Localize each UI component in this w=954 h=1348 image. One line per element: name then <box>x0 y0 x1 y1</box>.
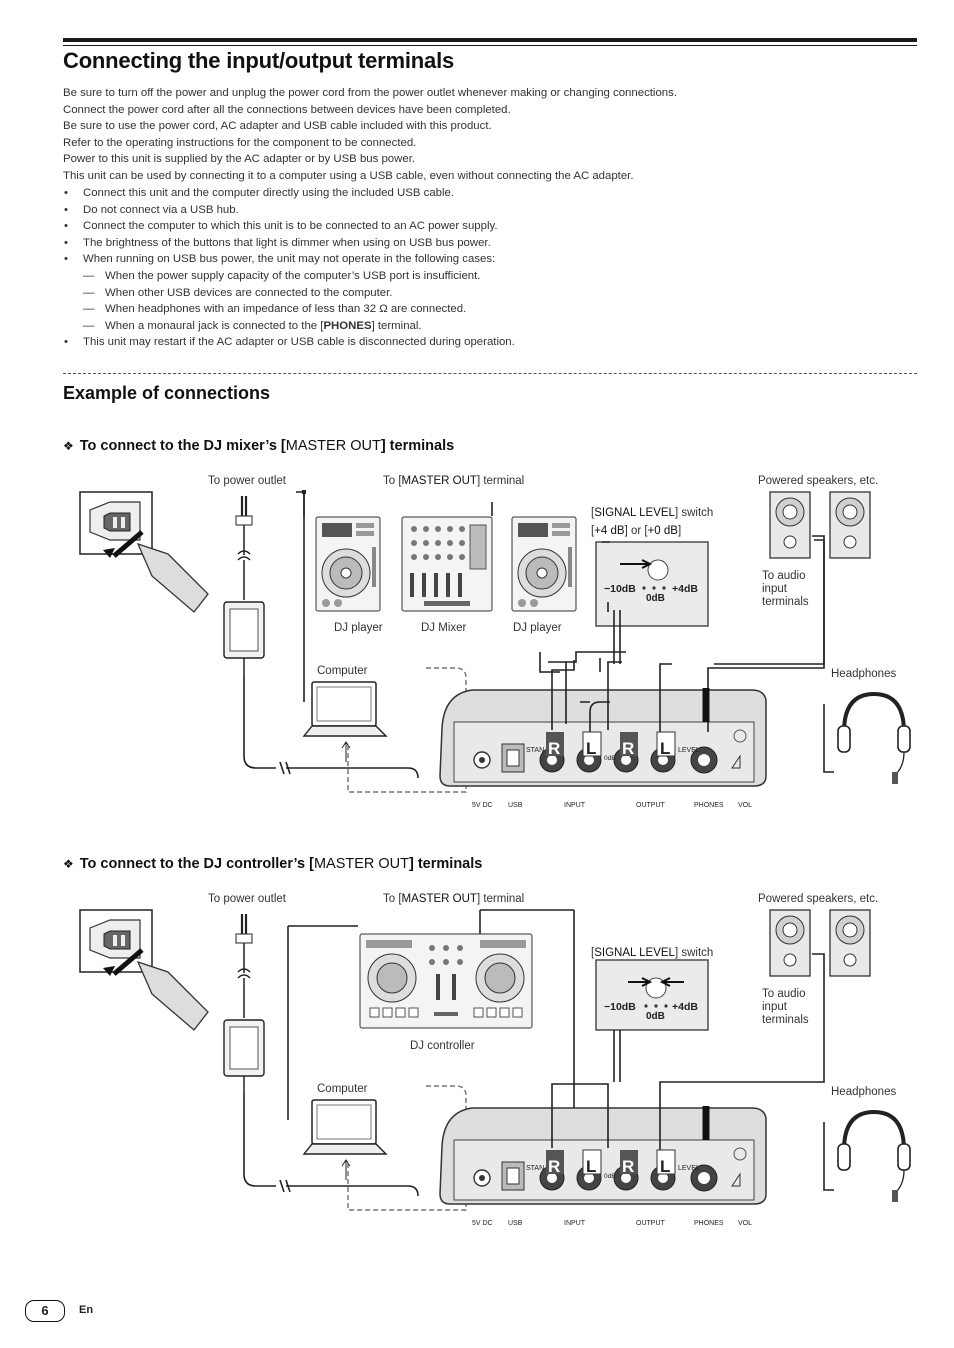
dj-player-left-illustration <box>316 517 380 611</box>
svg-text:L: L <box>586 1157 597 1176</box>
dj-player-right-illustration <box>512 517 576 611</box>
svg-text:0dB: 0dB <box>646 593 665 604</box>
svg-text:STAN: STAN <box>526 747 545 754</box>
computer-illustration <box>304 1100 386 1154</box>
dj-controller-illustration <box>360 934 532 1028</box>
dj-mixer-illustration <box>402 517 492 611</box>
svg-text:VOL: VOL <box>738 802 753 809</box>
bullet-item: • This unit may restart if the AC adapter or USB cable is disconnected during operation. <box>64 336 515 349</box>
svg-text:LEVEL: LEVEL <box>678 1165 700 1172</box>
section-heading: Example of connections <box>63 383 271 403</box>
headphones-illustration <box>838 1112 910 1202</box>
svg-text:L: L <box>660 739 671 758</box>
label-signal-level: [SIGNAL LEVEL] switch <box>591 507 714 519</box>
sub-item: — When a monaural jack is connected to the [PHONES] terminal. <box>83 319 422 332</box>
label-dj-mixer: DJ Mixer <box>421 622 467 634</box>
bullet-item: • Do not connect via a USB hub. <box>64 203 239 216</box>
intro-line: Be sure to use the power cord, AC adapter and USB cable included with this product. <box>63 120 492 133</box>
diagram2-heading: ❖ To connect to the DJ controller’s [MASTER OUT] terminals <box>63 856 483 872</box>
svg-text:PHONES: PHONES <box>694 802 724 809</box>
language-label: En <box>79 1304 94 1316</box>
label-powered-speakers: Powered speakers, etc. <box>758 893 879 905</box>
label-to-audio-3: terminals <box>762 596 809 608</box>
bullet-list <box>63 185 923 351</box>
unit-rear-panel <box>440 690 766 786</box>
svg-text:USB: USB <box>508 802 523 809</box>
svg-text:R: R <box>622 739 635 758</box>
speaker-right-illustration <box>830 910 870 976</box>
speaker-left-illustration <box>770 910 810 976</box>
label-to-audio-1: To audio <box>762 988 806 1000</box>
svg-text:R: R <box>548 1157 561 1176</box>
label-headphones: Headphones <box>831 668 897 680</box>
label-dj-controller: DJ controller <box>410 1040 475 1052</box>
connection-diagram-mixer <box>0 462 954 842</box>
unit-rear-panel <box>440 1108 766 1204</box>
label-dj-player-right: DJ player <box>513 622 562 634</box>
svg-text:R: R <box>622 1157 635 1176</box>
page-number: 6 <box>25 1300 65 1322</box>
connection-diagram-controller <box>0 880 954 1260</box>
power-outlet-illustration <box>80 910 208 1030</box>
svg-text:L: L <box>586 739 597 758</box>
top-rule-thin <box>63 45 917 46</box>
svg-text:5V DC: 5V DC <box>472 1220 493 1227</box>
intro-line: Refer to the operating instructions for the component to be connected. <box>63 136 417 149</box>
svg-text:LEVEL: LEVEL <box>678 747 700 754</box>
svg-text:0dB: 0dB <box>604 755 616 762</box>
page-title: Connecting the input/output terminals <box>63 48 455 73</box>
bullet-item: • Connect the computer to which this unit is to be connected to an AC power supply. <box>64 220 498 233</box>
sub-item: — When headphones with an impedance of less than 32 Ω are connected. <box>83 303 467 316</box>
label-to-power-outlet: To power outlet <box>208 893 286 905</box>
sub-item: — When the power supply capacity of the computer’s USB port is insufficient. <box>83 269 481 282</box>
svg-text:OUTPUT: OUTPUT <box>636 802 665 809</box>
ac-adapter-illustration <box>224 914 264 1094</box>
label-powered-speakers: Powered speakers, etc. <box>758 475 879 487</box>
svg-text:5V DC: 5V DC <box>472 802 493 809</box>
speaker-left-illustration <box>770 492 810 558</box>
section-divider <box>63 373 917 374</box>
svg-text:INPUT: INPUT <box>564 802 585 809</box>
label-computer: Computer <box>317 665 368 677</box>
intro-line: Connect the power cord after all the connections between devices have been completed. <box>63 103 511 116</box>
ac-adapter-illustration <box>224 496 264 676</box>
svg-text:L: L <box>660 1157 671 1176</box>
svg-text:R: R <box>548 739 561 758</box>
svg-text:STAN: STAN <box>526 1165 545 1172</box>
computer-illustration <box>304 682 386 736</box>
label-signal-level: [SIGNAL LEVEL] switch <box>591 947 714 959</box>
label-to-master-out: To [MASTER OUT] terminal <box>383 475 525 487</box>
label-to-audio-2: input <box>762 583 787 595</box>
svg-text:+4dB: +4dB <box>672 583 698 595</box>
svg-text:−10dB: −10dB <box>604 1001 636 1013</box>
intro-line: This unit can be used by connecting it to a computer using a USB cable, even without connecting the AC adapter. <box>63 169 634 182</box>
bullet-item: • Connect this unit and the computer directly using the included USB cable. <box>64 187 455 199</box>
label-headphones: Headphones <box>831 1086 897 1098</box>
label-signal-level-values: [+4 dB] or [+0 dB] <box>591 525 682 537</box>
svg-text:INPUT: INPUT <box>564 1220 585 1227</box>
top-rule <box>63 38 917 42</box>
speaker-right-illustration <box>830 492 870 558</box>
bullet-item: • The brightness of the buttons that light is dimmer when using on USB bus power. <box>64 236 491 249</box>
svg-text:USB: USB <box>508 1220 523 1227</box>
intro-text <box>63 85 923 185</box>
label-to-master-out: To [MASTER OUT] terminal <box>383 893 525 905</box>
svg-text:PHONES: PHONES <box>694 1220 724 1227</box>
svg-text:0dB: 0dB <box>604 1173 616 1180</box>
svg-text:0dB: 0dB <box>646 1011 665 1022</box>
label-to-audio-2: input <box>762 1001 787 1013</box>
intro-line: Be sure to turn off the power and unplug the power cord from the power outlet whenever making or changing connections. <box>63 87 677 99</box>
label-computer: Computer <box>317 1083 368 1095</box>
svg-text:OUTPUT: OUTPUT <box>636 1220 665 1227</box>
label-dj-player-left: DJ player <box>334 622 383 634</box>
label-to-audio-3: terminals <box>762 1014 809 1026</box>
svg-text:+4dB: +4dB <box>672 1001 698 1013</box>
svg-text:−10dB: −10dB <box>604 583 636 595</box>
diagram1-heading: ❖ To connect to the DJ mixer’s [MASTER OUT] terminals <box>63 438 455 454</box>
sub-item: — When other USB devices are connected to the computer. <box>83 286 393 299</box>
label-to-power-outlet: To power outlet <box>208 475 286 487</box>
intro-line: Power to this unit is supplied by the AC adapter or by USB bus power. <box>63 153 416 166</box>
svg-text:VOL: VOL <box>738 1220 753 1227</box>
headphones-illustration <box>838 694 910 784</box>
power-outlet-illustration <box>80 492 208 612</box>
bullet-item: • When running on USB bus power, the unit may not operate in the following cases: <box>64 253 496 266</box>
label-to-audio-1: To audio <box>762 570 806 582</box>
